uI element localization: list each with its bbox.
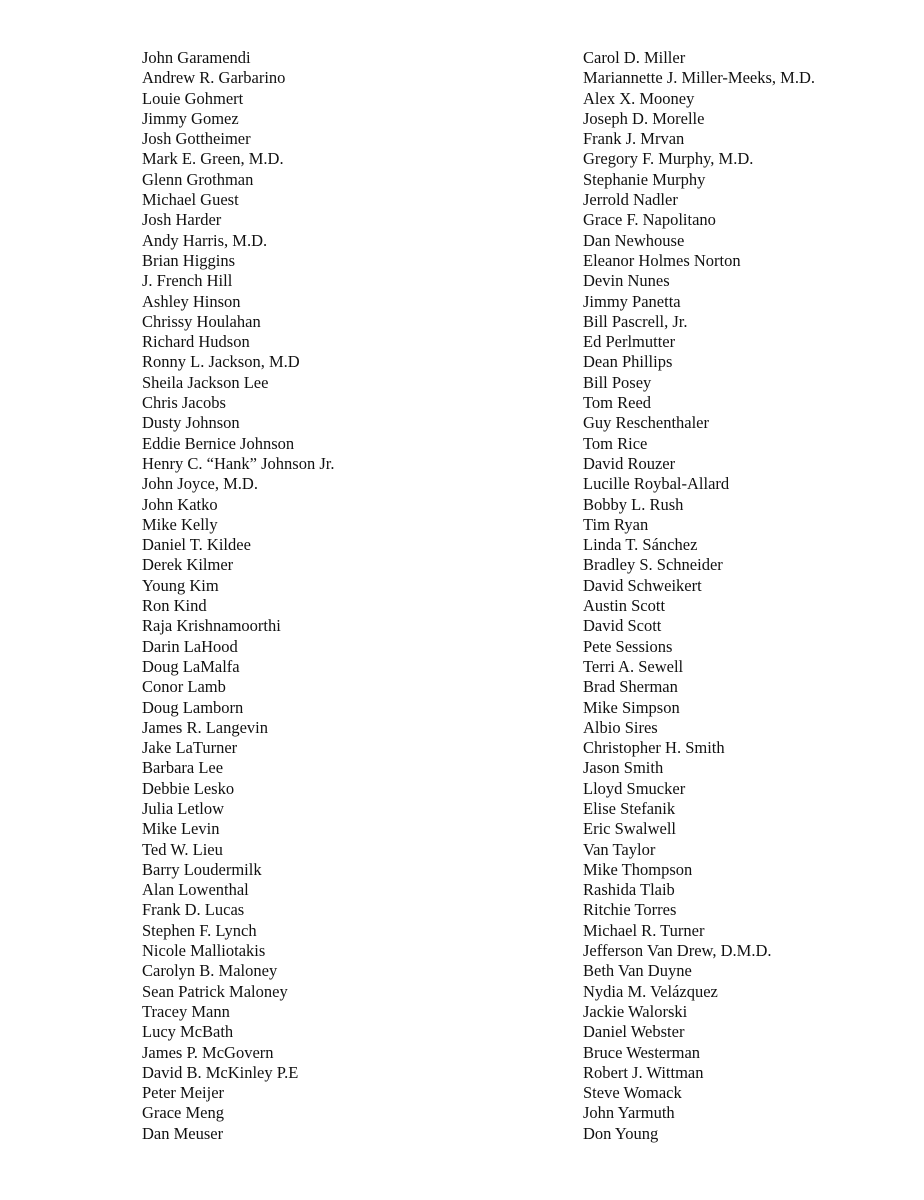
name-entry: Ted W. Lieu (142, 839, 223, 859)
name-entry: Jefferson Van Drew, D.M.D. (583, 941, 772, 961)
name-entry: Bill Posey (583, 372, 652, 392)
name-entry: Brad Sherman (583, 677, 678, 697)
name-entry: John Katko (142, 494, 218, 514)
name-entry: Mike Thompson (583, 859, 693, 879)
name-entry: Nydia M. Velázquez (583, 981, 718, 1001)
name-entry: Doug LaMalfa (142, 656, 240, 676)
name-entry: Ronny L. Jackson, M.D (142, 352, 300, 372)
name-entry: Christopher H. Smith (583, 738, 725, 758)
name-entry: Sheila Jackson Lee (142, 372, 269, 392)
name-entry: Stephanie Murphy (583, 169, 706, 189)
name-entry: Dean Phillips (583, 352, 673, 372)
name-entry: Josh Gottheimer (142, 129, 251, 149)
name-entry: Darin LaHood (142, 636, 238, 656)
name-entry: Peter Meijer (142, 1083, 225, 1103)
name-entry: Derek Kilmer (142, 555, 234, 575)
name-entry: Louie Gohmert (142, 88, 244, 108)
name-entry: Carol D. Miller (583, 48, 686, 67)
name-entry: Joseph D. Morelle (583, 108, 705, 128)
name-entry: John Garamendi (142, 48, 251, 67)
name-entry: David Rouzer (583, 453, 676, 473)
name-entry: Bradley S. Schneider (583, 555, 723, 575)
name-entry: Alan Lowenthal (142, 880, 249, 900)
name-entry: Bill Pascrell, Jr. (583, 311, 688, 331)
name-entry: Raja Krishnamoorthi (142, 616, 281, 636)
name-entry: Jimmy Panetta (583, 291, 681, 311)
name-entry: Mark E. Green, M.D. (142, 149, 284, 169)
name-entry: Austin Scott (583, 596, 666, 616)
name-entry: Andy Harris, M.D. (142, 230, 268, 250)
name-entry: Ed Perlmutter (583, 332, 676, 352)
name-entry: Debbie Lesko (142, 778, 235, 798)
name-entry: Julia Letlow (142, 798, 225, 818)
name-entry: Doug Lamborn (142, 697, 244, 717)
name-entry: Frank D. Lucas (142, 900, 245, 920)
name-entry: Don Young (583, 1123, 659, 1143)
name-entry: Bruce Westerman (583, 1042, 701, 1062)
name-entry: Henry C. “Hank” Johnson Jr. (142, 453, 335, 473)
name-entry: Ron Kind (142, 596, 207, 616)
name-entry: Barry Loudermilk (142, 859, 262, 879)
name-entry: Alex X. Mooney (583, 88, 695, 108)
name-entry: Grace Meng (142, 1103, 225, 1123)
name-entry: Richard Hudson (142, 332, 250, 352)
name-entry: Brian Higgins (142, 250, 236, 270)
name-entry: Ashley Hinson (142, 291, 241, 311)
name-entry: James P. McGovern (142, 1042, 274, 1062)
name-entry: Nicole Malliotakis (142, 941, 266, 961)
name-entry: Michael R. Turner (583, 920, 705, 940)
name-entry: John Joyce, M.D. (142, 474, 258, 494)
name-entry: Beth Van Duyne (583, 961, 692, 981)
name-entry: Sean Patrick Maloney (142, 981, 288, 1001)
name-entry: Josh Harder (142, 210, 222, 230)
name-entry: David B. McKinley P.E (142, 1062, 299, 1082)
name-entry: Ritchie Torres (583, 900, 677, 920)
name-entry: Andrew R. Garbarino (142, 68, 286, 88)
name-entry: Carolyn B. Maloney (142, 961, 278, 981)
name-entry: Lloyd Smucker (583, 778, 686, 798)
name-entry: Frank J. Mrvan (583, 129, 685, 149)
name-entry: Dusty Johnson (142, 413, 240, 433)
name-entry: Tim Ryan (583, 514, 649, 534)
name-entry: Mike Kelly (142, 514, 218, 534)
name-entry: Albio Sires (583, 717, 658, 737)
name-entry: Devin Nunes (583, 271, 670, 291)
name-entry: Young Kim (142, 575, 219, 595)
name-entry: David Schweikert (583, 575, 702, 595)
name-entry: Gregory F. Murphy, M.D. (583, 149, 754, 169)
name-entry: Mike Simpson (583, 697, 680, 717)
name-entry: Van Taylor (583, 839, 656, 859)
name-entry: Lucille Roybal-Allard (583, 474, 730, 494)
name-entry: Eleanor Holmes Norton (583, 250, 741, 270)
name-entry: Pete Sessions (583, 636, 673, 656)
name-entry: Tom Reed (583, 393, 652, 413)
names-column-left (142, 48, 522, 1144)
name-entry: Jerrold Nadler (583, 190, 678, 210)
names-column-right (583, 48, 913, 1144)
name-entry: Chris Jacobs (142, 393, 226, 413)
name-entry: James R. Langevin (142, 717, 269, 737)
name-entry: Mariannette J. Miller-Meeks, M.D. (583, 68, 815, 88)
name-entry: Lucy McBath (142, 1022, 234, 1042)
name-entry: Daniel T. Kildee (142, 535, 251, 555)
name-entry: Daniel Webster (583, 1022, 685, 1042)
name-entry: Guy Reschenthaler (583, 413, 709, 433)
name-entry: Rashida Tlaib (583, 880, 675, 900)
name-entry: Steve Womack (583, 1083, 682, 1103)
name-entry: Terri A. Sewell (583, 656, 684, 676)
name-entry: Jimmy Gomez (142, 108, 239, 128)
name-entry: J. French Hill (142, 271, 233, 291)
name-entry: Linda T. Sánchez (583, 535, 698, 555)
name-entry: Bobby L. Rush (583, 494, 684, 514)
name-entry: Tom Rice (583, 433, 648, 453)
name-entry: Robert J. Wittman (583, 1062, 704, 1082)
name-entry: Tracey Mann (142, 1001, 230, 1021)
name-entry: Chrissy Houlahan (142, 311, 261, 331)
name-entry: Elise Stefanik (583, 798, 676, 818)
name-entry: Michael Guest (142, 190, 239, 210)
name-entry: Eric Swalwell (583, 819, 677, 839)
name-entry: Eddie Bernice Johnson (142, 433, 295, 453)
name-entry: John Yarmuth (583, 1103, 675, 1123)
name-entry: David Scott (583, 616, 662, 636)
name-entry: Barbara Lee (142, 758, 224, 778)
name-entry: Jake LaTurner (142, 738, 238, 758)
name-entry: Dan Meuser (142, 1123, 224, 1143)
name-entry: Jackie Walorski (583, 1001, 688, 1021)
name-entry: Jason Smith (583, 758, 664, 778)
name-entry: Dan Newhouse (583, 230, 685, 250)
name-entry: Glenn Grothman (142, 169, 254, 189)
name-entry: Stephen F. Lynch (142, 920, 257, 940)
name-entry: Conor Lamb (142, 677, 226, 697)
name-entry: Grace F. Napolitano (583, 210, 716, 230)
name-entry: Mike Levin (142, 819, 220, 839)
